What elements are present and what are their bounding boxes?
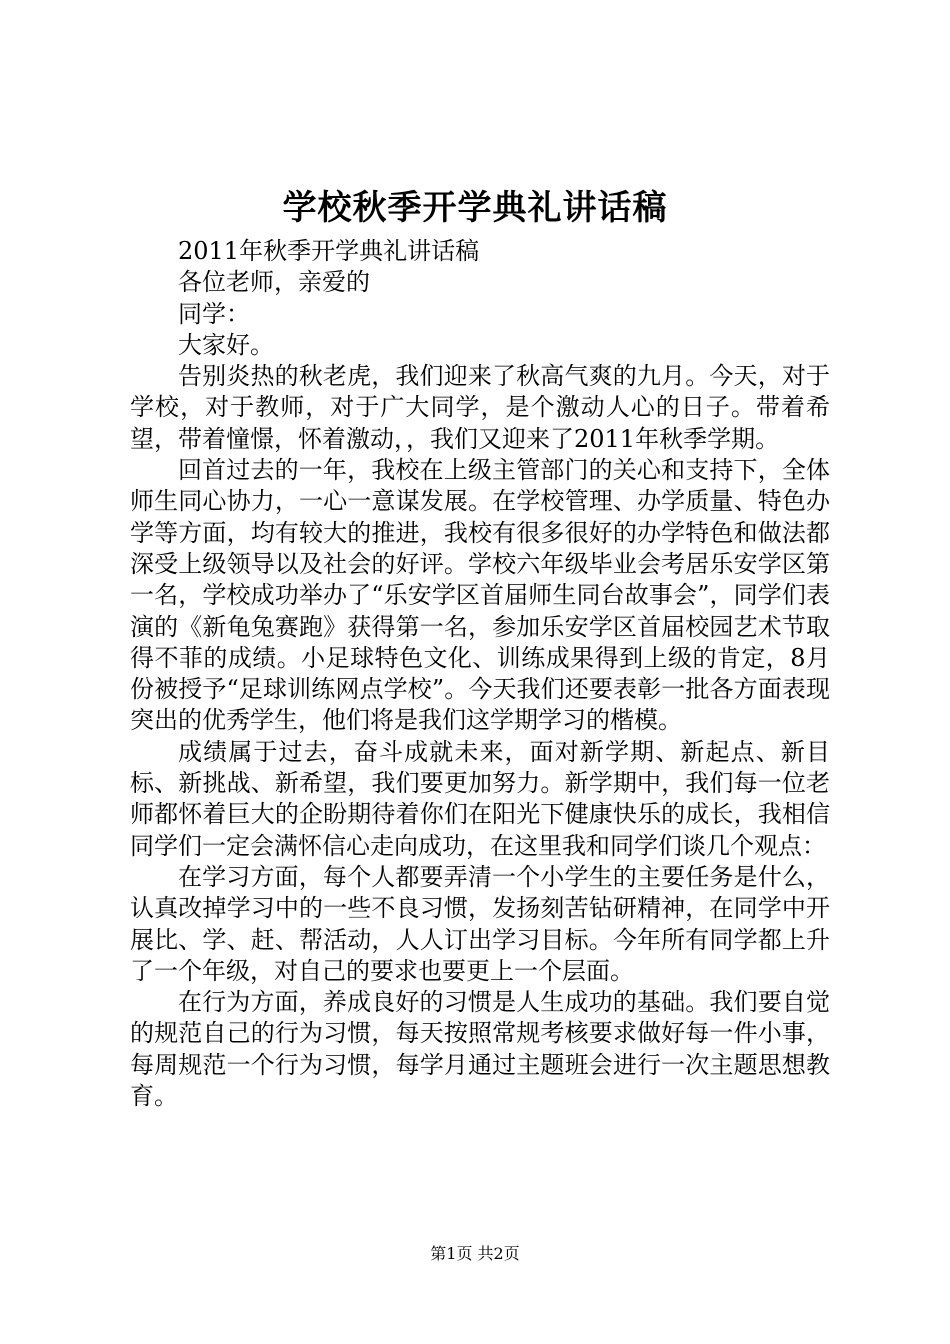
paragraph-salutation-cont: 同学： [178,299,250,328]
paragraph-intro: 告别炎热的秋老虎，我们迎来了秋高气爽的九月。今天，对于学校，对于教师，对于广大同学，是个激动人心的日子。带着希望，带着憧憬，怀着激动，，我们又迎来了2011年秋季学期。 [130,362,830,453]
document-title: 学校秋季开学典礼讲话稿 [282,188,668,228]
paragraph-review: 回首过去的一年，我校在上级主管部门的关心和支持下，全体师生同心协力，一心一意谋发展。在学校管理、办学质量、特色办学等方面，均有较大的推进，我校有很多很好的办学特色和做法都深受上级领导以及社会的好评。学校六年级毕业会考居乐安学区第一名，学校成功举办了“乐安学区首届师生同台故事会”，同学们表演的《新龟兔赛跑》获得第一名，参加乐安学区首届校园艺术节取得不菲的成绩。小足球特色文化、训练成果得到上级的肯定，8月份被授予“足球训练网点学校”。今天我们还要表彰一批各方面表现突出的优秀学生，他们将是我们这学期学习的楷模。 [130,456,830,735]
document-body [130,236,830,1112]
paragraph-greeting: 大家好。 [178,330,274,359]
paragraph-salutation: 各位老师，亲爱的 [178,268,370,297]
paragraph-outlook: 成绩属于过去，奋斗成就未来，面对新学期、新起点、新目标、新挑战、新希望，我们要更加努力。新学期中，我们每一位老师都怀着巨大的企盼期待着你们在阳光下健康快乐的成长，我相信同学们一定会满怀信心走向成功，在这里我和同学们谈几个观点： [130,737,830,860]
paragraph-heading: 2011年秋季开学典礼讲话稿 [178,237,480,265]
paragraph-study: 在学习方面，每个人都要弄清一个小学生的主要任务是什么，认真改掉学习中的一些不良习惯，发扬刻苦钻研精神，在同学中开展比、学、赶、帮活动，人人订出学习目标。今年所有同学都上升了一个年级，对自己的要求也要更上一个层面。 [130,862,830,985]
page-footer: 第1页 共2页 [430,1244,520,1263]
paragraph-behavior: 在行为方面，养成良好的习惯是人生成功的基础。我们要自觉的规范自己的行为习惯，每天按照常规考核要求做好每一件小事，每周规范一个行为习惯，每学月通过主题班会进行一次主题思想教育。 [130,988,830,1111]
